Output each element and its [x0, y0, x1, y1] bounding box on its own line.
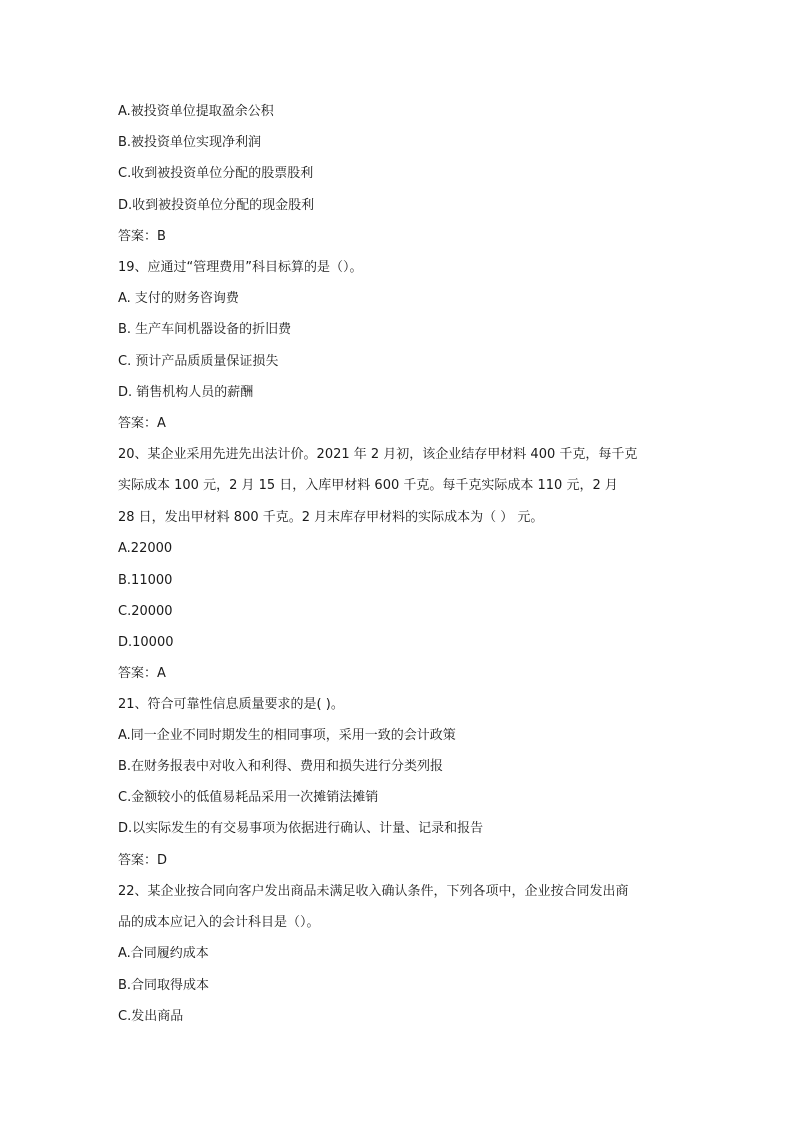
question-22-text: 22、某企业按合同向客户发出商品未满足收入确认条件，下列各项中，企业按合同发出商	[118, 884, 629, 899]
option-b-text: B.在财务报表中对收入和利得、费用和损失进行分类列报	[118, 759, 444, 774]
option-a-text: A.合同履约成本	[118, 946, 209, 961]
option-a-text: A.被投资单位提取盈余公积	[118, 104, 274, 119]
option-c-text: C.收到被投资单位分配的股票股利	[118, 166, 314, 181]
option-d-text: D.以实际发生的有交易事项为依据进行确认、计量、记录和报告	[118, 821, 484, 836]
question-20-text: 实际成本 100 元，2 月 15 日，入库甲材料 600 千克。每千克实际成本 110 元，2 月	[118, 478, 618, 493]
option-c-text: C.20000	[118, 604, 173, 619]
option-d-text: D.10000	[118, 635, 174, 650]
answer-text: 答案：B	[118, 229, 166, 244]
option-c-text: C.发出商品	[118, 1009, 184, 1024]
question-20-text: 20、某企业采用先进先出法计价。2021 年 2 月初，该企业结存甲材料 400 千克，每千克	[118, 447, 638, 462]
option-d-text: D.收到被投资单位分配的现金股利	[118, 198, 315, 213]
question-20-text: 28 日，发出甲材料 800 千克。2 月末库存甲材料的实际成本为（ ） 元。	[118, 510, 544, 525]
answer-text: 答案：A	[118, 416, 166, 431]
option-b-text: B.11000	[118, 573, 173, 588]
option-a-text: A.22000	[118, 541, 173, 556]
option-b-text: B.被投资单位实现净利润	[118, 135, 262, 150]
option-d-text: D. 销售机构人员的薪酬	[118, 385, 254, 400]
answer-text: 答案：A	[118, 666, 166, 681]
question-21-text: 21、符合可靠性信息质量要求的是( )。	[118, 697, 344, 712]
answer-text: 答案：D	[118, 853, 168, 868]
question-22-text: 品的成本应记入的会计科目是（）。	[118, 915, 320, 930]
option-a-text: A.同一企业不同时期发生的相同事项，采用一致的会计政策	[118, 728, 456, 743]
option-b-text: B.合同取得成本	[118, 978, 210, 993]
option-c-text: C. 预计产品质质量保证损失	[118, 354, 279, 369]
option-b-text: B. 生产车间机器设备的折旧费	[118, 322, 292, 337]
option-c-text: C.金额较小的低值易耗品采用一次摊销法摊销	[118, 790, 379, 805]
question-19-text: 19、应通过“管理费用”科目标算的是（）。	[118, 260, 363, 275]
option-a-text: A. 支付的财务咨询费	[118, 291, 239, 306]
